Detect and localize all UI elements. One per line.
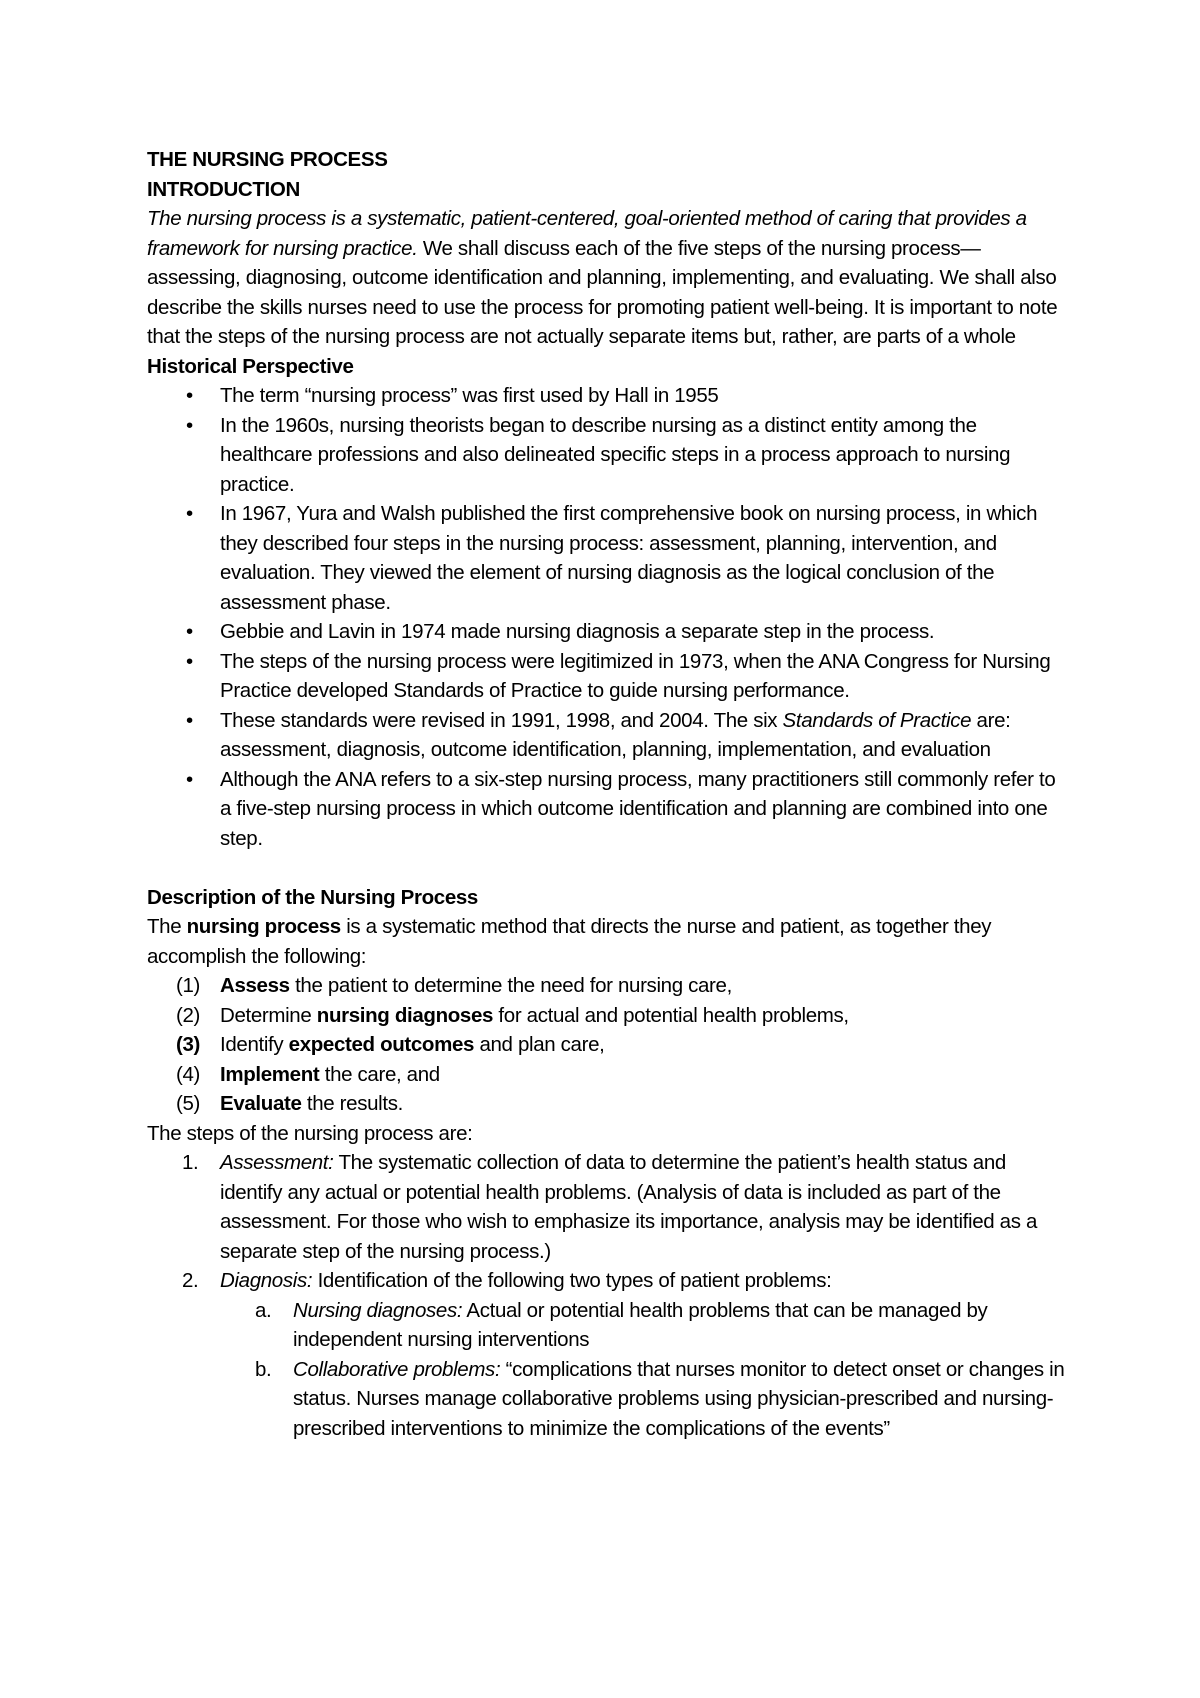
intro-paragraph xyxy=(147,204,1067,352)
list-item xyxy=(147,499,1067,617)
list-item-text: Identify xyxy=(220,1033,289,1056)
intro-definition: The nursing process is a systematic, patient-centered, goal-oriented method of caring that provides a framework for nursing practice. xyxy=(147,207,1027,260)
list-number: 2. xyxy=(182,1269,199,1292)
list-item-text: The term “nursing process” was first used by Hall in 1955 xyxy=(220,384,719,407)
nursing-process-term: nursing process xyxy=(186,915,341,938)
list-number: b. xyxy=(255,1357,272,1381)
list-number: 1. xyxy=(182,1151,199,1174)
list-number: a. xyxy=(255,1298,272,1322)
bullet-icon: • xyxy=(186,708,193,732)
sub-list xyxy=(220,1296,1067,1444)
list-number: (2) xyxy=(176,1003,201,1027)
list-item xyxy=(147,706,1067,765)
bullet-icon: • xyxy=(186,620,193,643)
step-term: Nursing diagnoses: xyxy=(293,1298,463,1322)
list-number: (5) xyxy=(176,1092,201,1115)
list-item-text: The systematic collection of data to determine the patient’s health status and identify any actual or potential health problems. (Analysis of data is included as part of the assessment. For those who wish to emphasize its importance, analysis may be identified as a separate step of the nursing process.) xyxy=(220,1151,1038,1263)
list-item xyxy=(147,1089,1067,1119)
list-item-text: The steps of the nursing process were legitimized in 1973, when the ANA Congress for Nursing Practice developed Standards of Practice to guide nursing performance. xyxy=(220,649,1051,702)
spacer xyxy=(147,853,1067,883)
list-item xyxy=(147,971,1067,1001)
list-item-text: Gebbie and Lavin in 1974 made nursing diagnosis a separate step in the process. xyxy=(220,620,935,643)
doc-title: THE NURSING PROCESS xyxy=(147,148,388,171)
list-item-text: for actual and potential health problems, xyxy=(493,1003,849,1027)
description-text: The xyxy=(147,915,187,938)
key-term: Evaluate xyxy=(220,1092,302,1115)
list-item xyxy=(147,411,1067,500)
list-item xyxy=(147,1060,1067,1090)
key-term: Assess xyxy=(220,974,290,997)
list-item xyxy=(147,765,1067,854)
history-heading: Historical Perspective xyxy=(147,354,354,378)
document-body xyxy=(147,145,1067,1443)
step-term: Assessment: xyxy=(220,1151,334,1174)
steps-intro: The steps of the nursing process are: xyxy=(147,1121,473,1145)
list-item-text: the results. xyxy=(301,1092,403,1115)
intro-text: We shall discuss each of the five steps of the nursing process—assessing, diagnosing, outcome identification and planning, implementing, and evaluating. We shall also describe the skills nurses need to use the process for promoting patient well-being. It is important to note that the steps of the nursing process are not actually separate items but, rather, are parts of a whole xyxy=(147,236,1058,348)
list-item xyxy=(147,1030,1067,1060)
list-item xyxy=(147,1266,1067,1443)
steps-list xyxy=(147,1148,1067,1443)
key-term: expected outcomes xyxy=(288,1033,475,1056)
bullet-icon: • xyxy=(186,413,193,437)
key-term: Implement xyxy=(220,1062,320,1086)
intro-heading: INTRODUCTION xyxy=(147,177,300,201)
bullet-icon: • xyxy=(186,767,193,791)
list-item xyxy=(220,1296,1067,1355)
list-item-text: “complications that nurses monitor to detect onset or changes in status. Nurses manage collaborative problems using physician-prescribed and nursing-prescribed interventions to minimize the complications of the events” xyxy=(293,1357,1065,1440)
description-heading: Description of the Nursing Process xyxy=(147,885,478,909)
bullet-icon: • xyxy=(186,502,193,525)
list-item xyxy=(147,647,1067,706)
list-item-text: are: assessment, diagnosis, outcome identification, planning, implementation, and evaluation xyxy=(220,708,1011,761)
list-item-text: Actual or potential health problems that can be managed by independent nursing interventions xyxy=(293,1298,988,1351)
list-item-text: In the 1960s, nursing theorists began to describe nursing as a distinct entity among the healthcare professions and also delineated specific steps in a process approach to nursing practice. xyxy=(220,413,1011,496)
step-term: Diagnosis: xyxy=(220,1269,313,1292)
bullet-icon: • xyxy=(186,384,193,407)
key-term: nursing diagnoses xyxy=(316,1003,494,1027)
step-term: Collaborative problems: xyxy=(293,1357,501,1381)
list-item-text: Identification of the following two types of patient problems: xyxy=(312,1269,832,1292)
list-item-text: These standards were revised in 1991, 1998, and 2004. The six xyxy=(220,708,783,732)
list-item xyxy=(147,381,1067,411)
list-item-text: and plan care, xyxy=(474,1033,605,1056)
bullet-icon: • xyxy=(186,649,193,673)
list-item-text: the patient to determine the need for nursing care, xyxy=(289,974,732,997)
list-number: (4) xyxy=(176,1062,201,1086)
standards-of-practice-term: Standards of Practice xyxy=(782,708,972,732)
list-item xyxy=(147,1001,1067,1031)
list-number: (3) xyxy=(176,1033,201,1056)
accomplish-list xyxy=(147,971,1067,1119)
history-list xyxy=(147,381,1067,853)
list-item xyxy=(220,1355,1067,1444)
list-item-text: In 1967, Yura and Walsh published the first comprehensive book on nursing process, in which they described four steps in the nursing process: assessment, planning, intervention, and evaluation. They viewed the element of nursing diagnosis as the logical conclusion of the assessment phase. xyxy=(220,502,1038,614)
list-item xyxy=(147,617,1067,647)
list-item xyxy=(147,1148,1067,1266)
description-paragraph xyxy=(147,912,1067,971)
list-number: (1) xyxy=(176,974,201,997)
description-text: is a systematic method that directs the nurse and patient, as together they accomplish the following: xyxy=(147,915,992,968)
list-item-text: Although the ANA refers to a six-step nursing process, many practitioners still commonly refer to a five-step nursing process in which outcome identification and planning are combined into one step. xyxy=(220,767,1056,850)
list-item-text: Determine xyxy=(220,1003,317,1027)
list-item-text: the care, and xyxy=(319,1062,440,1086)
